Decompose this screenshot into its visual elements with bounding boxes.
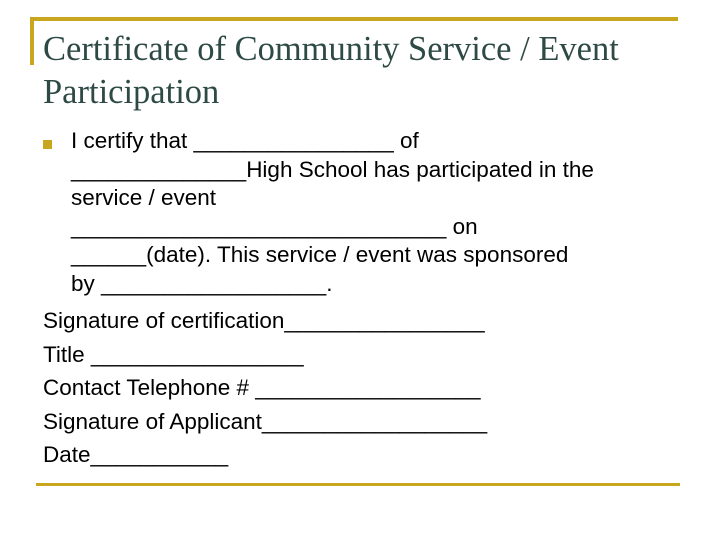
top-accent-rule <box>30 17 678 21</box>
title-field: Title _________________ <box>43 341 304 367</box>
signature-of-certification-field: Signature of certification________________ <box>43 308 485 333</box>
square-bullet-icon <box>43 140 52 149</box>
contact-telephone-field: Contact Telephone # __________________ <box>43 375 481 400</box>
statement-line-3: service / event <box>71 185 217 210</box>
bottom-accent-rule <box>36 483 680 486</box>
page-title: Certificate of Community Service / Event Participation <box>43 30 619 111</box>
certificate-body <box>43 127 703 472</box>
certification-statement <box>43 127 703 298</box>
signature-of-applicant-field: Signature of Applicant__________________ <box>43 408 488 434</box>
statement-line-5: ______(date). This service / event was sponsored <box>71 242 569 267</box>
statement-line-6: by __________________. <box>71 270 333 296</box>
statement-line-1: I certify that ________________ of <box>71 128 419 153</box>
left-accent-rule <box>30 17 34 65</box>
statement-line-2: ______________High School has participated in the <box>71 156 594 182</box>
statement-line-4: ______________________________ on <box>71 213 478 239</box>
date-field: Date___________ <box>43 442 229 467</box>
